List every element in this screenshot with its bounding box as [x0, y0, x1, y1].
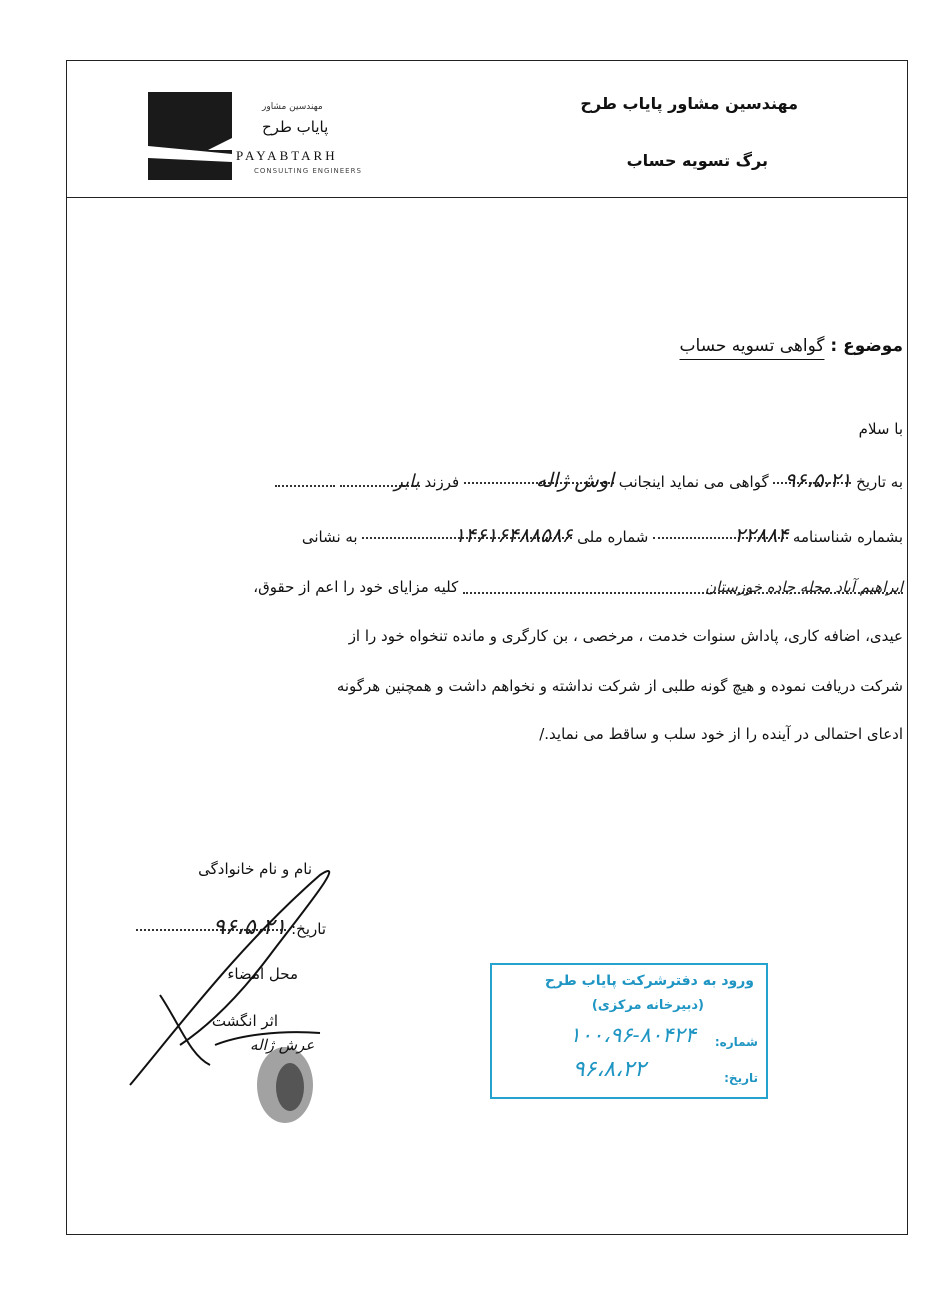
- logo-name-en: PAYABTARH: [236, 148, 338, 163]
- certify-text: گواهی می نماید اینجانب: [618, 473, 769, 491]
- company-logo-icon: [148, 92, 232, 180]
- stamp-title: ورود به دفترشرکت پایاب طرح: [544, 973, 754, 989]
- benefits-text: کلیه مزایای خود را اعم از حقوق،: [253, 578, 459, 596]
- logo-small-text: مهندسین مشاور: [262, 102, 323, 112]
- signature-place-label: محل امضاء: [227, 965, 298, 983]
- signature-name-label: نام و نام خانوادگی: [198, 860, 312, 878]
- body-line-4: عیدی، اضافه کاری، پاداش سنوات خدمت ، مرخصی ، بن کارگری و مانده تنخواه خود را از: [348, 627, 903, 645]
- stamp-subtitle: (دبیرخانه مرکزی): [591, 998, 704, 1013]
- handwritten-name: عرش ژاله: [250, 1036, 315, 1054]
- stamp-number-label: شماره:: [714, 1035, 758, 1049]
- signature-date-label: تاریخ:: [291, 920, 326, 938]
- child-of-label: فرزند: [424, 473, 460, 491]
- thumbprint-label: اثر انگشت: [211, 1012, 278, 1030]
- date-handwritten: ۹۶،۵،۲۱: [773, 468, 851, 484]
- signature-date-value: ۹۶،۵،۲۱: [136, 915, 286, 931]
- body-line-5: شرکت دریافت نموده و هیچ گونه طلبی از شرکت نداشته و نخواهم داشت و همچنین هرگونه: [336, 677, 903, 695]
- stamp-number-value: ۱۰۰،۹۶-۸۰۴۲۴: [569, 1023, 696, 1047]
- national-id-label: شماره ملی: [577, 528, 649, 546]
- signature-scribble-icon: [120, 855, 350, 1135]
- company-name: مهندسین مشاور پایاب طرح: [580, 94, 798, 113]
- greeting: با سلام: [858, 420, 903, 438]
- name-handwritten: اوش ژاله: [464, 468, 614, 484]
- trailing-dots: [275, 471, 335, 487]
- body-line-3: [253, 578, 903, 596]
- logo-name-fa: پایاب طرح: [262, 118, 329, 136]
- logo-tagline: CONSULTING ENGINEERS: [254, 167, 362, 175]
- body-line-2: [302, 523, 903, 546]
- subject-label: موضوع :: [830, 336, 903, 356]
- national-id-handwritten: ۱۴۶۱۶۴۸۸۵۸۶: [362, 523, 572, 539]
- form-title: برگ تسویه حساب: [626, 151, 768, 170]
- address-suffix: به نشانی: [301, 528, 358, 546]
- subject-value: گواهی تسویه حساب: [679, 336, 825, 356]
- address-handwritten: ابراهیم آباد محله جاده خوزستان: [463, 578, 903, 594]
- header-divider: [66, 197, 908, 198]
- subject-line: [680, 336, 903, 356]
- stamp-date-value: ۹۶،۸،۲۲: [572, 1057, 646, 1082]
- stamp-date-label: تاریخ:: [724, 1071, 758, 1085]
- date-prefix: به تاریخ: [856, 473, 903, 491]
- body-line-1: [275, 468, 903, 491]
- id-number-handwritten: ۲۲۸۸۴: [653, 523, 788, 539]
- id-prefix: بشماره شناسنامه: [792, 528, 903, 546]
- father-handwritten: بابر: [340, 471, 420, 487]
- body-line-6: ادعای احتمالی در آینده را از خود سلب و ساقط می نماید./: [539, 725, 903, 743]
- entry-stamp: [490, 963, 768, 1099]
